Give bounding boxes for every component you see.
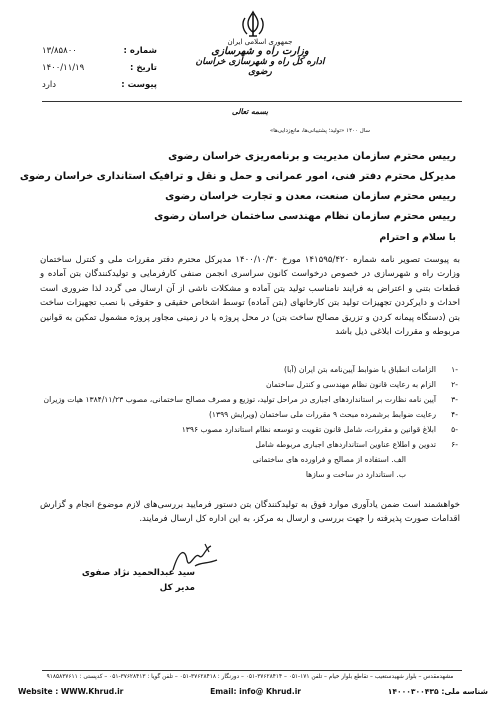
number-value: ۱۳/۸۵۸۰۰: [42, 45, 77, 56]
signatory-name: سید عبدالحمید نژاد صفوی: [81, 568, 195, 578]
item-text: ابلاغ قوانین و مقررات، شامل قانون تقویت و توسعه نظام استاندارد مصوب ۱۳۹۶: [181, 425, 436, 434]
recipient-line: رییس محترم سازمان نظام مهندسی ساختمان خراسان رضوی: [154, 211, 456, 222]
org-line-2: وزارت راه و شهرسازی: [211, 46, 309, 57]
list-item: [38, 362, 458, 377]
footer-contacts: [18, 687, 488, 696]
organization-header: [190, 38, 330, 77]
attachment-row: [42, 76, 157, 93]
item-number: -۵: [451, 425, 458, 434]
list-item: [38, 422, 458, 437]
recipients-list: [19, 147, 456, 227]
footer-website[interactable]: Website : WWW.Khrud.ir: [18, 687, 124, 696]
item-text: رعایت ضوابط برشمرده مبحث ۹ مقررات ملی ساختمان (ویرایش ۱۳۹۹): [208, 410, 436, 419]
sub-item: ب. استاندارد در ساخت و سازها: [305, 470, 406, 479]
item-number: -۱: [451, 365, 458, 374]
list-item: [38, 377, 458, 392]
besmellah: بسمه تعالی: [231, 107, 269, 116]
footer-email[interactable]: Email: info@ Khrud.ir: [210, 687, 302, 696]
item-text: الزام به رعایت قانون نظام مهندسی و کنترل ساختمان: [266, 380, 436, 389]
item-number: -۶: [451, 440, 458, 449]
closing-paragraph: خواهشمند است ضمن یادآوری موارد فوق به تولیدکنندگان بتن دستور فرمایید بررسی‌های لازم موضوع انجام و گزارش اقدامات صورت پذیرفته را جهت بررسی و ارسال به مرکز، به این اداره کل ارسال فرمایند.: [40, 500, 460, 525]
date-row: [42, 59, 157, 76]
recipient-line: مدیرکل محترم دفتر فنی، امور عمرانی و حمل و نقل و ترافیک استانداری خراسان رضوی: [19, 171, 456, 182]
date-value: ۱۴۰۰/۱۱/۱۹: [42, 62, 85, 73]
attachment-label: پیوست :: [121, 79, 157, 90]
footer-address: مشهدمقدس – بلوار شهیدستغیب – تقاطع بلوار خیام – تلفن ۱۷۱-۰۵۱ – ۳۷۶۲۸۴۱۴-۰۵۱ – دورنگار : ۳۷۶۲۸۴۱۸-۰۵۱ – تلفن گویا : ۳۷۶۲۸۴۱۳-۰۵۱ – کدپستی : ۹۱۸۵۸۳۷۶۱۱: [46, 674, 454, 680]
signatory-title: مدیر کل: [159, 583, 195, 593]
header-divider: [42, 101, 462, 102]
number-label: شماره :: [123, 45, 157, 56]
footer-national-id: شناسه ملی: ۱۴۰۰۰۳۰۰۴۳۵: [387, 687, 488, 696]
item-number: -۴: [451, 410, 458, 419]
recipient-line: رییس محترم سازمان صنعت، معدن و تجارت خراسان رضوی: [165, 191, 456, 202]
footer-divider: [42, 670, 462, 671]
greeting: با سلام و احترام: [379, 232, 456, 243]
sub-item: الف. استفاده از مصالح و فراورده های ساختمانی: [252, 455, 406, 464]
list-item: [38, 407, 458, 422]
iran-emblem-icon: [240, 10, 266, 40]
list-item: [38, 437, 458, 452]
org-line-3: اداره کل راه و شهرسازی خراسان رضوی: [195, 57, 325, 77]
item-number: -۳: [451, 395, 458, 404]
year-slogan: سال ۱۴۰۰ «تولید؛ پشتیبانی‌ها، مانع‌زدایی‌ها»: [269, 128, 370, 134]
body-paragraph: به پیوست تصویر نامه شماره ۱۴۱۵۹۵/۴۲۰ مورخ ۱۴۰۰/۱۰/۳۰ مدیرکل محترم دفتر مقررات ملی و کنترل ساختمان وزارت راه و شهرسازی در خصوص درخواست کانون سراسری انجمن صنفی کارفرمایی و تولیدکنندگان بتن آماده و قطعات بتنی و اعتراض به فرایند نامناسب تولید بتن آماده و مشکلات ناشی از آن ارسال می گردد لذا ضروری است احداث و دایرکردن تجهیزات تولید بتن کارخانهای (بتن آماده) توسط اشخاص حقیقی و حقوقی با نصب تجهیزات ساخت بتن (دستگاه پیمانه کردن و تزریق مصالح ساخت بتن) در محل پروژه یا در زمینی مجاور پروژه مشمول تمکین به قوانین مربوطه و مقررات ابلاغی ذیل باشد: [40, 255, 460, 338]
item-text: تدوین و اطلاع عناوین استانداردهای اجباری مربوطه شامل: [255, 440, 436, 449]
item-number: -۲: [451, 380, 458, 389]
requirements-list: [38, 362, 458, 482]
number-row: [42, 42, 157, 59]
org-line-1: جمهوری اسلامی ایران: [227, 38, 293, 46]
item-text: الزامات انطباق با ضوابط آیین‌نامه بتن ایران (آبا): [284, 365, 436, 374]
attachment-value: دارد: [42, 79, 57, 90]
item-text: آیین نامه نظارت بر استانداردهای اجباری در مراحل تولید، توزیع و مصرف مصالح ساختمانی، مصوب ۱۳۸۴/۱۱/۲۳ هیات وزیران: [43, 395, 436, 404]
list-item: [38, 392, 458, 407]
date-label: تاریخ :: [130, 62, 157, 73]
letter-body: [40, 253, 460, 339]
recipient-line: رییس محترم سازمان مدیریت و برنامه‌ریزی خراسان رضوی: [168, 151, 456, 162]
letter-meta: [42, 42, 157, 93]
